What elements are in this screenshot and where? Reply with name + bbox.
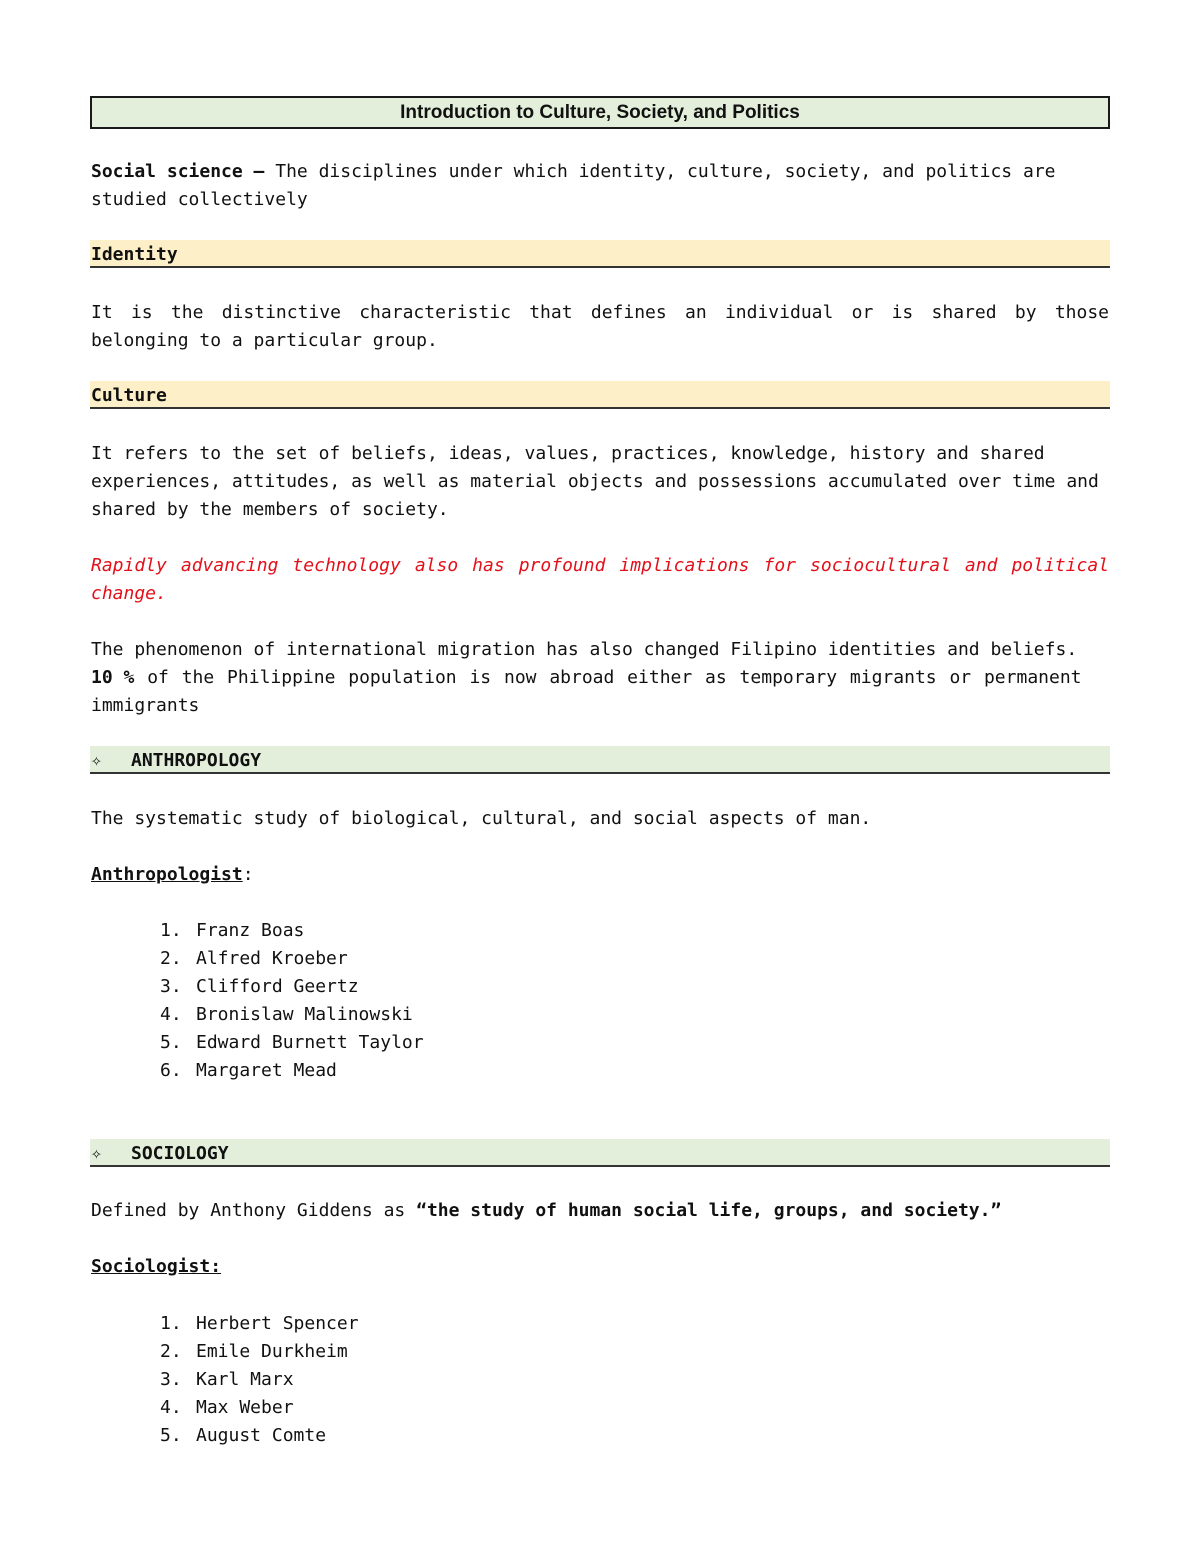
list-item-name: Franz Boas bbox=[196, 920, 305, 941]
sociology-heading-text: SOCIOLOGY bbox=[131, 1143, 229, 1164]
technology-note-line2: change. bbox=[91, 583, 167, 604]
list-item bbox=[160, 1029, 424, 1057]
migration-line2 bbox=[91, 664, 1109, 692]
anthropology-definition: The systematic study of biological, cultural, and social aspects of man. bbox=[91, 808, 872, 829]
list-number: 4. bbox=[160, 1397, 182, 1418]
technology-note-line1: Rapidly advancing technology also has profound implications for sociocultural and political bbox=[91, 555, 1109, 576]
list-item bbox=[160, 945, 424, 973]
identity-text-line2: belonging to a particular group. bbox=[91, 330, 438, 351]
sociologist-label-text: Sociologist: bbox=[91, 1256, 222, 1277]
list-item-name: Karl Marx bbox=[196, 1369, 294, 1390]
list-number: 2. bbox=[160, 1341, 182, 1362]
anthropology-heading bbox=[90, 746, 1110, 774]
anthropologist-label-colon: : bbox=[242, 864, 254, 885]
sociology-heading bbox=[90, 1139, 1110, 1167]
list-item bbox=[160, 1366, 359, 1394]
list-item-name: Margaret Mead bbox=[196, 1060, 337, 1081]
list-item bbox=[160, 1394, 359, 1422]
list-item-name: Herbert Spencer bbox=[196, 1313, 359, 1334]
anthropologist-label-text: Anthropologist bbox=[91, 864, 243, 885]
identity-text-line1: It is the distinctive characteristic that defines an individual or is shared by those bbox=[91, 302, 1109, 323]
migration-line2-text: of the Philippine population is now abroad either as temporary migrants or permanent bbox=[134, 667, 1082, 688]
list-number: 3. bbox=[160, 976, 182, 997]
identity-heading: Identity bbox=[90, 240, 1110, 268]
migration-percentage: 10 % bbox=[91, 667, 135, 688]
list-item bbox=[160, 1001, 424, 1029]
list-item bbox=[160, 1338, 359, 1366]
list-item-name: Edward Burnett Taylor bbox=[196, 1032, 424, 1053]
list-number: 3. bbox=[160, 1369, 182, 1390]
list-item bbox=[160, 1422, 359, 1450]
list-item bbox=[160, 973, 424, 1001]
sociology-definition-prefix: Defined by Anthony Giddens as bbox=[91, 1200, 417, 1221]
document-title: Introduction to Culture, Society, and Politics bbox=[90, 96, 1110, 129]
anthropologist-list bbox=[160, 917, 424, 1085]
list-item-name: Max Weber bbox=[196, 1397, 294, 1418]
social-science-term: Social science – bbox=[91, 161, 265, 182]
list-item-name: August Comte bbox=[196, 1425, 327, 1446]
migration-line3: immigrants bbox=[91, 695, 200, 716]
list-item bbox=[160, 1057, 424, 1085]
diamond-bullet-icon: ✧ bbox=[91, 750, 102, 771]
list-number: 5. bbox=[160, 1032, 182, 1053]
diamond-bullet-icon: ✧ bbox=[91, 1143, 102, 1164]
culture-heading: Culture bbox=[90, 381, 1110, 409]
anthropology-heading-text: ANTHROPOLOGY bbox=[131, 750, 262, 771]
culture-text-line3: shared by the members of society. bbox=[91, 499, 449, 520]
list-item-name: Alfred Kroeber bbox=[196, 948, 348, 969]
list-number: 1. bbox=[160, 1313, 182, 1334]
list-number: 1. bbox=[160, 920, 182, 941]
social-science-line2: studied collectively bbox=[91, 189, 308, 210]
sociologist-list bbox=[160, 1310, 359, 1450]
list-number: 2. bbox=[160, 948, 182, 969]
list-item bbox=[160, 917, 424, 945]
list-item-name: Emile Durkheim bbox=[196, 1341, 348, 1362]
list-number: 6. bbox=[160, 1060, 182, 1081]
migration-line1: The phenomenon of international migration has also changed Filipino identities and beliefs. bbox=[91, 639, 1078, 660]
social-science-line1 bbox=[91, 158, 1109, 186]
culture-text-line2: experiences, attitudes, as well as material objects and possessions accumulated over time and bbox=[91, 471, 1099, 492]
list-item-name: Clifford Geertz bbox=[196, 976, 359, 997]
sociologist-label bbox=[91, 1253, 1109, 1281]
list-number: 5. bbox=[160, 1425, 182, 1446]
social-science-definition: The disciplines under which identity, culture, society, and politics are bbox=[275, 161, 1056, 182]
sociology-definition bbox=[91, 1197, 1109, 1225]
list-item-name: Bronislaw Malinowski bbox=[196, 1004, 413, 1025]
culture-text-line1: It refers to the set of beliefs, ideas, values, practices, knowledge, history and shared bbox=[91, 443, 1045, 464]
anthropologist-label bbox=[91, 861, 1109, 889]
sociology-definition-quote: “the study of human social life, groups, and society.” bbox=[416, 1200, 1002, 1221]
list-number: 4. bbox=[160, 1004, 182, 1025]
list-item bbox=[160, 1310, 359, 1338]
